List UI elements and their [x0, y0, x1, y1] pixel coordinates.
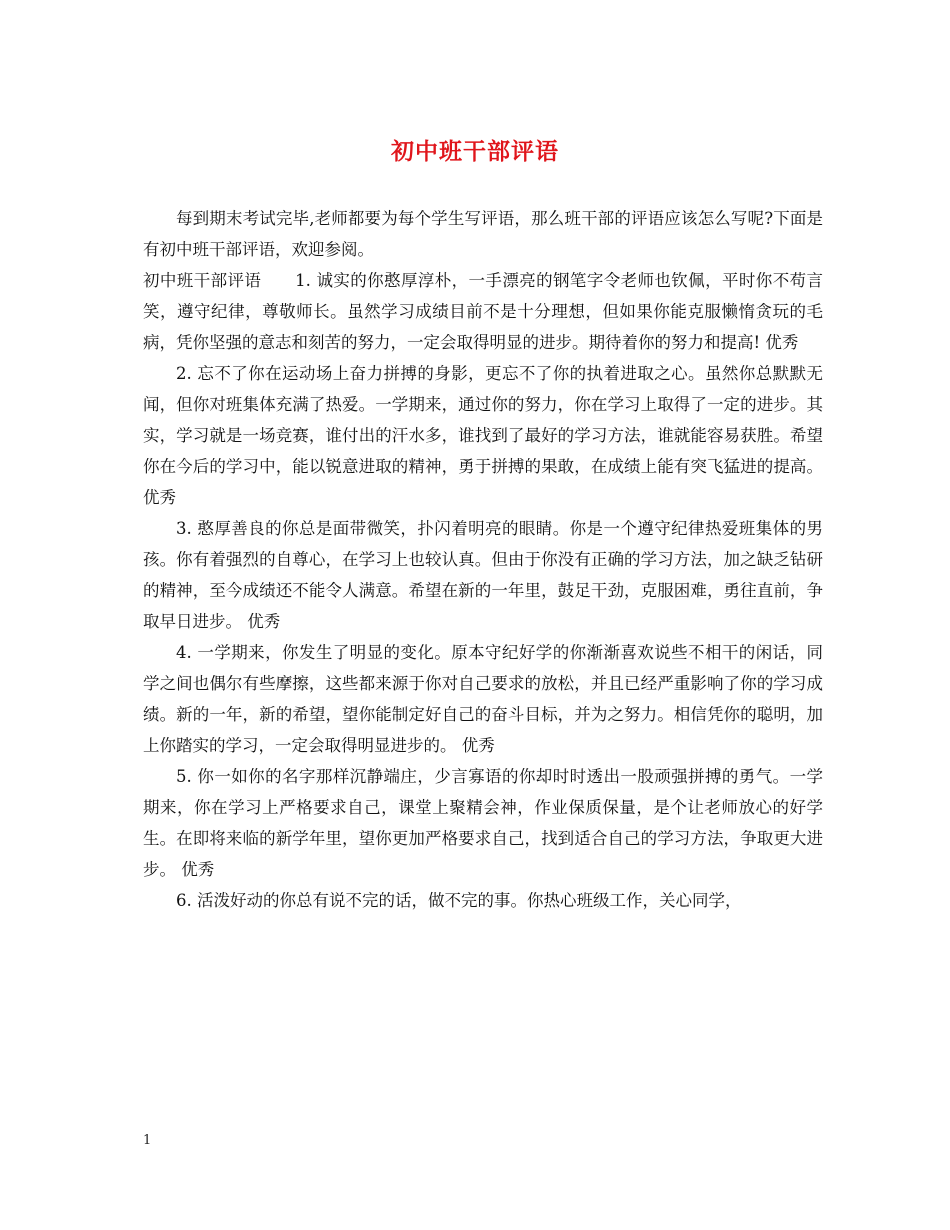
page-number: 1	[143, 1133, 152, 1148]
paragraph-comment-1: 初中班干部评语 1. 诚实的你憨厚淳朴，一手漂亮的钢笔字令老师也钦佩，平时你不苟言笑，遵守纪律，尊敬师长。虽然学习成绩目前不是十分理想，但如果你能克服懒惰贪玩的毛病，凭你坚强的意志和刻苦的努力，一定会取得明显的进步。期待着你的努力和提高! 优秀	[143, 271, 823, 352]
paragraph-comment-2: 2. 忘不了你在运动场上奋力拼搏的身影，更忘不了你的执着进取之心。虽然你总默默无闻，但你对班集体充满了热爱。一学期来，通过你的努力，你在学习上取得了一定的进步。其实，学习就是一场竞赛，谁付出的汗水多，谁找到了最好的学习方法，谁就能容易获胜。希望你在今后的学习中，能以锐意进取的精神，勇于拼搏的果敢，在成绩上能有突飞猛进的提高。 优秀	[143, 364, 823, 507]
paragraph-comment-3: 3. 憨厚善良的你总是面带微笑，扑闪着明亮的眼睛。你是一个遵守纪律热爱班集体的男孩。你有着强烈的自尊心，在学习上也较认真。但由于你没有正确的学习方法，加之缺乏钻研的精神，至今成绩还不能令人满意。希望在新的一年里，鼓足干劲，克服困难，勇往直前，争取早日进步。 优秀	[143, 519, 823, 631]
paragraph-comment-4: 4. 一学期来，你发生了明显的变化。原本守纪好学的你渐渐喜欢说些不相干的闲话，同学之间也偶尔有些摩擦，这些都来源于你对自己要求的放松，并且已经严重影响了你的学习成绩。新的一年，新的希望，望你能制定好自己的奋斗目标，并为之努力。相信凭你的聪明，加上你踏实的学习，一定会取得明显进步的。 优秀	[143, 643, 823, 755]
paragraph-intro: 每到期末考试完毕,老师都要为每个学生写评语，那么班干部的评语应该怎么写呢?下面是有初中班干部评语，欢迎参阅。	[143, 209, 823, 259]
paragraph-comment-5: 5. 你一如你的名字那样沉静端庄，少言寡语的你却时时透出一股顽强拼搏的勇气。一学期来，你在学习上严格要求自己，课堂上聚精会神，作业保质保量，是个让老师放心的好学生。在即将来临的新学年里，望你更加严格要求自己，找到适合自己的学习方法，争取更大进步。 优秀	[143, 767, 823, 879]
document-body	[143, 203, 823, 916]
document-title: 初中班干部评语	[391, 138, 559, 165]
paragraph-comment-6: 6. 活泼好动的你总有说不完的话，做不完的事。你热心班级工作，关心同学，	[176, 891, 742, 910]
